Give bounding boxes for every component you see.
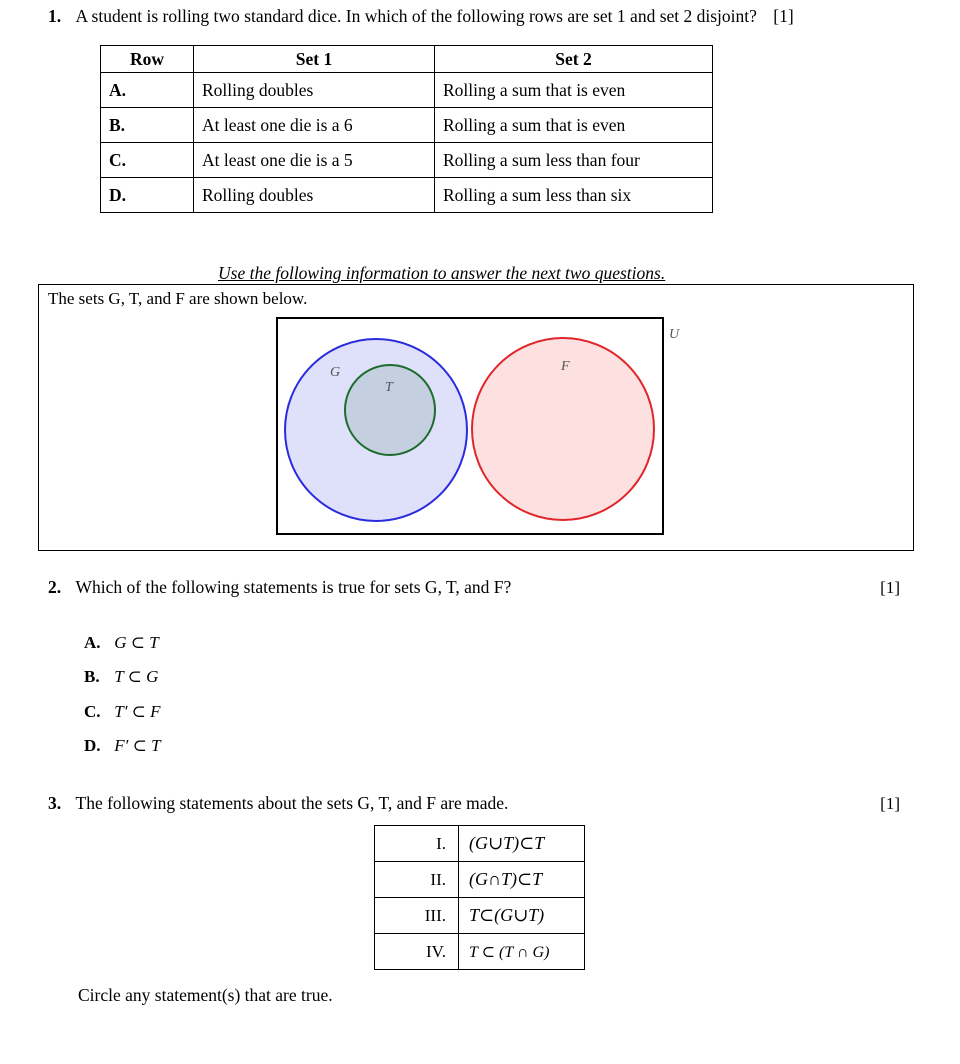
row-label: C. (101, 143, 194, 178)
q1-header-row-col: Row (101, 46, 194, 73)
option-letter: C. (84, 702, 101, 721)
q1-marks: [1] (773, 6, 794, 26)
set1-cell: At least one die is a 6 (194, 108, 435, 143)
q3-text: The following statements about the sets G, T, and F are made. (75, 793, 509, 813)
q1-number: 1. (48, 6, 62, 26)
q2-prompt (48, 577, 511, 598)
statement-number: I. (375, 826, 459, 862)
statement-expr[interactable]: T ⊂ (T ∩ G) (459, 934, 585, 970)
q2-option[interactable] (84, 667, 158, 687)
statement-number: II. (375, 862, 459, 898)
statement-expr[interactable]: T⊂(G∪T) (459, 898, 585, 934)
set-t-label: T (385, 380, 393, 395)
table-row (101, 73, 713, 108)
option-expr: T ⊂ G (114, 667, 159, 686)
set2-cell: Rolling a sum that is even (435, 73, 713, 108)
row-label: A. (101, 73, 194, 108)
q3-prompt (48, 793, 508, 814)
q1-header-set2-col: Set 2 (435, 46, 713, 73)
q3-marks: [1] (880, 794, 900, 813)
q3-number: 3. (48, 793, 62, 813)
option-letter: D. (84, 736, 101, 755)
q1-text: A student is rolling two standard dice. In which of the following rows are set 1 and set 2 disjoint? (75, 6, 757, 26)
set-g-label: G (330, 365, 341, 380)
q3-table (374, 825, 585, 970)
table-row (101, 143, 713, 178)
q2-number: 2. (48, 577, 62, 597)
q2-option[interactable] (84, 702, 161, 722)
table-row (101, 178, 713, 213)
set-t-circle (345, 365, 435, 455)
venn-diagram (39, 285, 913, 550)
option-expr: T′ ⊂ F (114, 702, 161, 721)
q2-option[interactable] (84, 736, 161, 756)
set2-cell: Rolling a sum that is even (435, 108, 713, 143)
q1-table (100, 45, 713, 213)
q1-header-row (101, 46, 713, 73)
q3-footer: Circle any statement(s) that are true. (78, 985, 333, 1005)
table-row (375, 862, 585, 898)
option-letter: B. (84, 667, 100, 686)
universe-label: U (669, 327, 680, 342)
statement-expr[interactable]: (G∩T)⊂T (459, 862, 585, 898)
option-letter: A. (84, 633, 101, 652)
q2-text: Which of the following statements is true for sets G, T, and F? (75, 577, 512, 597)
row-label: B. (101, 108, 194, 143)
venn-container (38, 284, 914, 551)
set-f-label: F (561, 359, 570, 374)
set1-cell: Rolling doubles (194, 178, 435, 213)
statement-number: III. (375, 898, 459, 934)
venn-intro: The sets G, T, and F are shown below. (48, 289, 308, 308)
statement-number: IV. (375, 934, 459, 970)
table-row (375, 826, 585, 862)
q2-marks: [1] (880, 578, 900, 597)
set1-cell: Rolling doubles (194, 73, 435, 108)
set2-cell: Rolling a sum less than four (435, 143, 713, 178)
info-instruction: Use the following information to answer the next two questions. (218, 263, 666, 283)
table-row (375, 934, 585, 970)
option-expr: F′ ⊂ T (114, 736, 161, 755)
set1-cell: At least one die is a 5 (194, 143, 435, 178)
q1-header-set1-col: Set 1 (194, 46, 435, 73)
option-expr: G ⊂ T (114, 633, 159, 652)
row-label: D. (101, 178, 194, 213)
statement-expr[interactable]: (G∪T)⊂T (459, 826, 585, 862)
q2-option[interactable] (84, 633, 159, 653)
q1-prompt (48, 6, 794, 27)
table-row (101, 108, 713, 143)
table-row (375, 898, 585, 934)
set2-cell: Rolling a sum less than six (435, 178, 713, 213)
